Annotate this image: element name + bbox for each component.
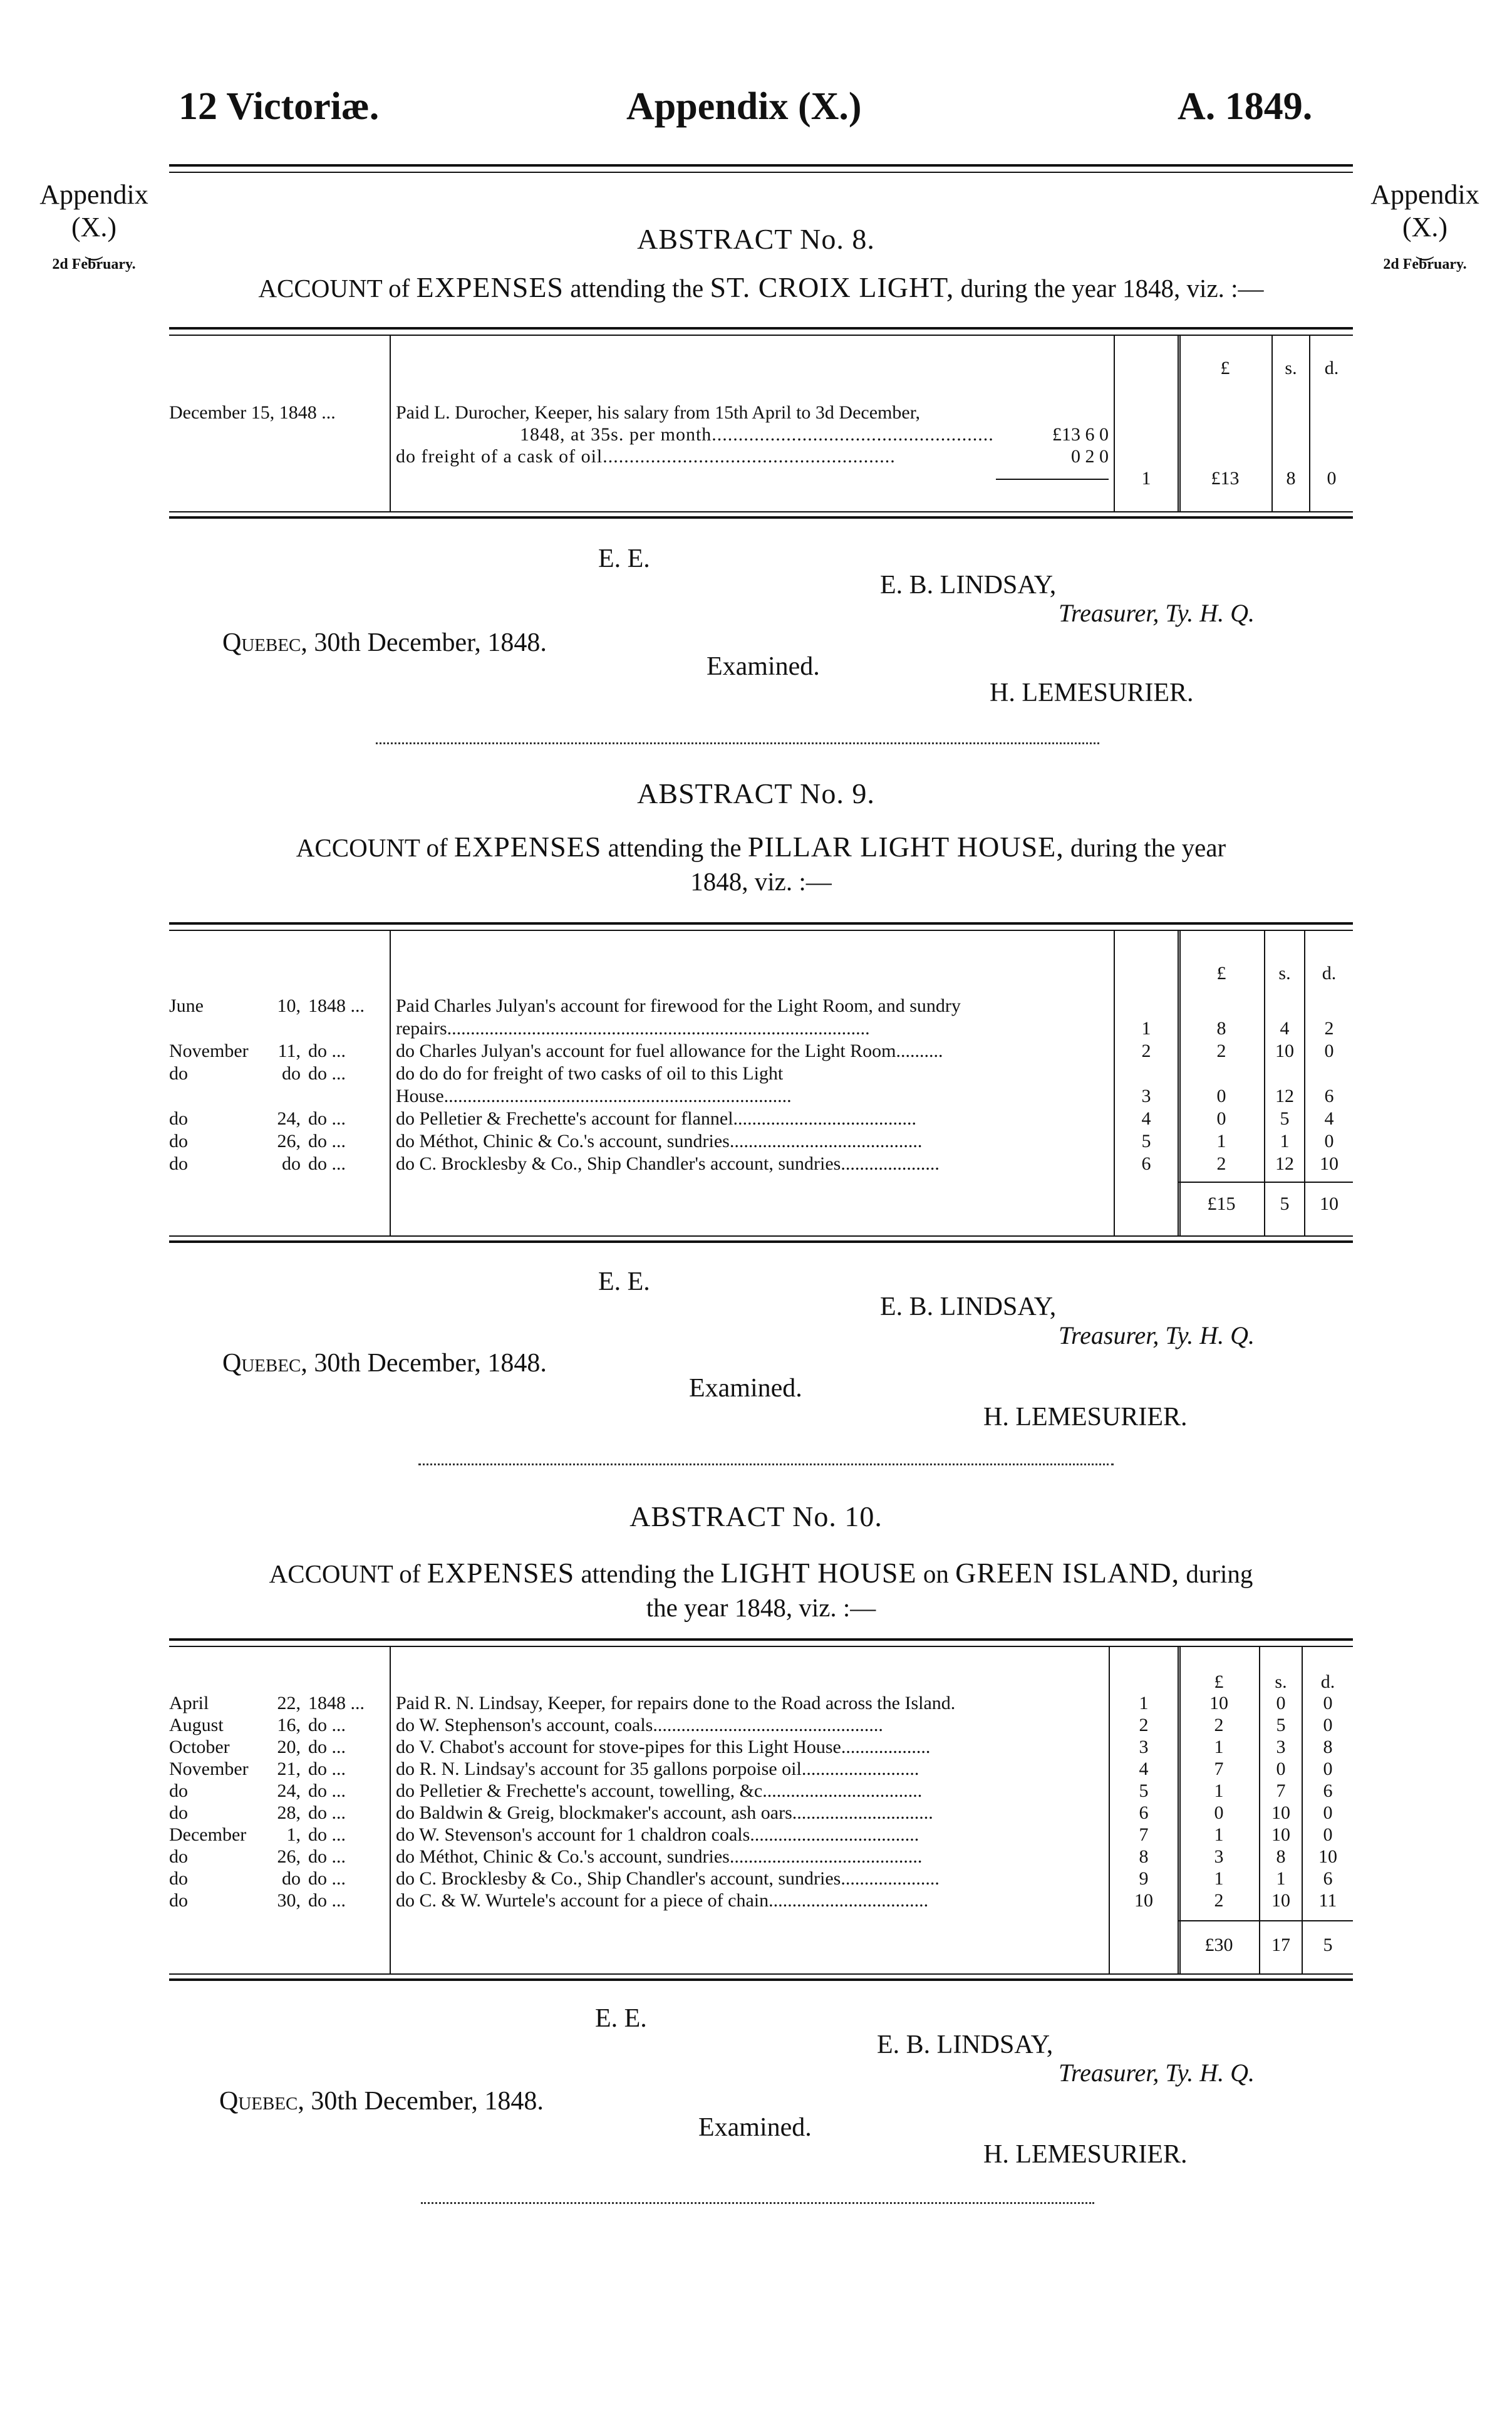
entry-day: 10, (277, 995, 301, 1016)
entry-number: 10 (1134, 1890, 1153, 1911)
side-note-right-sub: (X.) (1402, 212, 1448, 242)
entry-text: do Charles Julyan's account for fuel allowance for the Light Room.......... (396, 1041, 943, 1061)
account-text: EXPENSES (416, 271, 564, 303)
entry-shillings: 1 (1276, 1868, 1286, 1889)
abstract-9-title: ABSTRACT No. 9. (637, 777, 875, 809)
entry-pence: 10 (1318, 1846, 1337, 1867)
entry-month: do (169, 1063, 188, 1084)
entry-number: 5 (1141, 1131, 1151, 1151)
treasurer-title: Treasurer, Ty. H. Q. (1059, 599, 1255, 627)
account-text: ACCOUNT of (296, 833, 448, 862)
table-top-rule (169, 922, 1353, 931)
header-right: A. 1849. (1178, 85, 1313, 128)
entry-year: do ... (308, 1890, 346, 1911)
header-left: 12 Victoriæ. (179, 85, 380, 128)
signature-ee: E. E. (598, 1267, 650, 1296)
col-pounds-header: £ (1214, 1671, 1224, 1692)
entry-number: 8 (1139, 1846, 1149, 1867)
entry-pounds: 7 (1214, 1759, 1224, 1779)
entry-text: Paid Charles Julyan's account for firewood for the Light Room, and sundry (396, 995, 961, 1016)
total-shillings: 17 (1271, 1935, 1290, 1955)
entry-pence: 2 (1324, 1018, 1334, 1039)
entry-pounds: 0 (1216, 1108, 1226, 1129)
entry-day: 22, (277, 1693, 301, 1713)
entry-pence: 0 (1324, 1131, 1334, 1151)
entry-year: do ... (308, 1759, 346, 1779)
entry-day: do (282, 1063, 301, 1084)
abstract-8-account (169, 271, 1353, 305)
entry-number: 9 (1139, 1868, 1149, 1889)
table-row (169, 1889, 1353, 1912)
entry-number: 4 (1139, 1759, 1149, 1779)
examined-label: Examined. (707, 652, 820, 681)
entry-text: House.......................................................................... (396, 1086, 792, 1106)
entry-text: do freight of a cask of oil....................................................... (396, 446, 896, 467)
abstract-8-table (169, 336, 1353, 511)
table-row (169, 1780, 1353, 1802)
entry-number: 6 (1141, 1153, 1151, 1174)
entry-month: November (169, 1759, 249, 1779)
entry-shillings: 7 (1276, 1780, 1286, 1801)
signature-place: Quebec, (219, 2087, 304, 2116)
entry-amount: 0 2 0 (1071, 446, 1109, 467)
entry-month: June (169, 995, 204, 1016)
table-row (169, 1714, 1353, 1737)
entry-number: 3 (1139, 1737, 1149, 1757)
examined-label: Examined. (689, 1374, 802, 1403)
entry-pounds: 2 (1214, 1715, 1224, 1735)
entry-text: do C. Brocklesby & Co., Ship Chandler's account, sundries..................... (396, 1868, 940, 1889)
entry-pounds: 1 (1214, 1737, 1224, 1757)
signature-treasurer: E. B. LINDSAY, (880, 571, 1057, 600)
header-center: Appendix (X.) (626, 85, 862, 128)
entry-year: do ... (308, 1041, 346, 1061)
abstract-10-table (169, 1647, 1353, 1974)
entry-text: do Baldwin & Greig, blockmaker's account, ash oars.............................. (396, 1802, 933, 1823)
entry-month: November (169, 1041, 249, 1061)
entry-number: 2 (1141, 1041, 1151, 1061)
table-top-rule (169, 327, 1353, 336)
entry-text: do W. Stephenson's account, coals................................................. (396, 1715, 883, 1735)
account-text: LIGHT HOUSE (720, 1557, 917, 1589)
total-pence: 5 (1323, 1935, 1333, 1955)
entry-number: 1 (1141, 1018, 1151, 1039)
entry-day: 20, (277, 1737, 301, 1757)
entry-month: do (169, 1153, 188, 1174)
entry-year: do ... (308, 1780, 346, 1801)
entry-year: do ... (308, 1108, 346, 1129)
entry-month: October (169, 1737, 230, 1757)
entry-shillings: 0 (1276, 1759, 1286, 1779)
entry-month: do (169, 1780, 188, 1801)
entry-month: do (169, 1108, 188, 1129)
entry-day: 1, (286, 1824, 301, 1845)
entry-pence: 6 (1323, 1868, 1333, 1889)
total-pounds: £15 (1207, 1193, 1236, 1214)
entry-text: do R. N. Lindsay's account for 35 gallons porpoise oil......................... (396, 1759, 919, 1779)
entry-text: Paid R. N. Lindsay, Keeper, for repairs done to the Road across the Island. (396, 1693, 956, 1713)
col-shillings-header: s. (1285, 358, 1297, 378)
entry-day: 16, (277, 1715, 301, 1735)
entry-shillings: 1 (1280, 1131, 1290, 1151)
entry-number: 7 (1139, 1824, 1149, 1845)
entry-shillings: 10 (1271, 1824, 1290, 1845)
total-pence: 10 (1320, 1193, 1339, 1214)
entry-text: do C. Brocklesby & Co., Ship Chandler's account, sundries..................... (396, 1153, 940, 1174)
entry-text: do W. Stevenson's account for 1 chaldron coals.................................... (396, 1824, 919, 1845)
entry-day: 28, (277, 1802, 301, 1823)
table-row (169, 1868, 1353, 1890)
account-text: attending the (581, 1559, 715, 1588)
col-shillings-header: s. (1275, 1671, 1287, 1692)
account-text: during the year 1848, viz. :— (960, 274, 1264, 303)
entry-day: do (282, 1868, 301, 1889)
account-text: attending the (570, 274, 704, 303)
table-row (169, 1846, 1353, 1868)
entry-pounds: 1 (1216, 1131, 1226, 1151)
account-text: on (923, 1559, 949, 1588)
table-row (169, 1802, 1353, 1824)
entry-day: 24, (277, 1108, 301, 1129)
total-shillings: 8 (1286, 468, 1296, 489)
account-text: ACCOUNT of (258, 274, 410, 303)
entry-pence: 4 (1324, 1108, 1334, 1129)
entry-year: do ... (308, 1737, 346, 1757)
entry-month: do (169, 1131, 188, 1151)
entry-year: do ... (308, 1824, 346, 1845)
entry-pence: 6 (1324, 1086, 1334, 1106)
abstract-10-account (169, 1556, 1353, 1624)
signature-treasurer: E. B. LINDSAY, (880, 1292, 1057, 1321)
entry-shillings: 10 (1271, 1802, 1290, 1823)
table-row (169, 1108, 1353, 1130)
table-row (169, 1017, 1353, 1040)
table-row (169, 1040, 1353, 1063)
entry-shillings: 10 (1275, 1041, 1294, 1061)
entry-pence: 0 (1323, 1759, 1333, 1779)
signature-date: 30th December, 1848. (314, 1349, 547, 1378)
brace-icon: ⏝ (85, 239, 103, 259)
table-row (169, 1153, 1353, 1175)
entry-pence: 0 (1323, 1802, 1333, 1823)
table-row (169, 1085, 1353, 1108)
total-pence: 0 (1327, 468, 1337, 489)
side-note-left-title: Appendix (39, 179, 148, 210)
entry-pence: 6 (1323, 1780, 1333, 1801)
entry-text: do do do for freight of two casks of oil to this Light (396, 1063, 784, 1084)
entry-number: 4 (1141, 1108, 1151, 1129)
entry-shillings: 10 (1271, 1890, 1290, 1911)
entry-day: 30, (277, 1890, 301, 1911)
entry-text: 1848, at 35s. per month..................................................... (520, 424, 994, 445)
entry-year: do ... (308, 1131, 346, 1151)
entry-year: do ... (308, 1153, 346, 1174)
entry-text: do V. Chabot's account for stove-pipes for this Light House................... (396, 1737, 931, 1757)
entry-shillings: 4 (1280, 1018, 1290, 1039)
col-pounds-header: £ (1220, 358, 1230, 378)
account-text: EXPENSES (427, 1557, 575, 1589)
entry-day: 21, (277, 1759, 301, 1779)
account-text: EXPENSES (453, 831, 602, 863)
table-top-rule (169, 1638, 1353, 1647)
table-row (169, 1130, 1353, 1153)
account-text: GREEN ISLAND, (955, 1557, 1180, 1589)
entry-month: do (169, 1890, 188, 1911)
table-row (169, 1736, 1353, 1759)
section-divider (376, 742, 1099, 749)
col-pence-header: d. (1320, 1671, 1335, 1692)
entry-day: 11, (277, 1041, 301, 1061)
entry-date: December 15, 1848 ... (169, 402, 336, 423)
total-shillings: 5 (1280, 1193, 1290, 1214)
entry-pounds: 0 (1216, 1086, 1226, 1106)
entry-month: do (169, 1846, 188, 1867)
col-pounds-header: £ (1216, 963, 1226, 984)
entry-year: do ... (308, 1063, 346, 1084)
entry-number: 2 (1139, 1715, 1149, 1735)
entry-text: do C. & W. Wurtele's account for a piece of chain.................................. (396, 1890, 929, 1911)
entry-shillings: 3 (1276, 1737, 1286, 1757)
signature-date: 30th December, 1848. (314, 628, 547, 657)
entry-text: Paid L. Durocher, Keeper, his salary from 15th April to 3d December, (396, 402, 920, 423)
account-text: during the year (1070, 833, 1226, 862)
table-bottom-rule (169, 511, 1353, 519)
table-row (169, 1824, 1353, 1846)
entry-month: August (169, 1715, 224, 1735)
section-divider (418, 1463, 1114, 1470)
treasurer-title: Treasurer, Ty. H. Q. (1059, 2059, 1255, 2087)
entry-pence: 0 (1323, 1824, 1333, 1845)
col-shillings-header: s. (1278, 963, 1291, 984)
entry-number: 3 (1141, 1086, 1151, 1106)
table-row (169, 995, 1353, 1017)
signature-examiner: H. LEMESURIER. (983, 1403, 1188, 1432)
entry-shillings: 0 (1276, 1693, 1286, 1713)
entry-number: 5 (1139, 1780, 1149, 1801)
examined-label: Examined. (698, 2113, 812, 2142)
entry-pounds: 1 (1214, 1824, 1224, 1845)
signature-ee: E. E. (595, 2004, 647, 2033)
signature-date: 30th December, 1848. (311, 2087, 544, 2116)
entry-day: 26, (277, 1846, 301, 1867)
entry-number: 1 (1139, 1693, 1149, 1713)
entry-year: do ... (308, 1715, 346, 1735)
side-note-left-date: 2d February. (52, 256, 136, 273)
entry-pounds: 1 (1214, 1868, 1224, 1889)
entry-pounds: 2 (1214, 1890, 1224, 1911)
side-note-right-date: 2d February. (1383, 256, 1467, 273)
brace-icon: ⏝ (1416, 239, 1434, 259)
entry-pence: 10 (1320, 1153, 1339, 1174)
entry-month: December (169, 1824, 247, 1845)
header-rule (169, 164, 1353, 173)
signature-treasurer: E. B. LINDSAY, (877, 2030, 1054, 2059)
entry-day: do (282, 1153, 301, 1174)
table-bottom-rule (169, 1235, 1353, 1243)
table-row (169, 1758, 1353, 1780)
account-text: ST. CROIX LIGHT, (710, 271, 955, 303)
entry-pounds: 3 (1214, 1846, 1224, 1867)
entry-pence: 0 (1323, 1693, 1333, 1713)
entry-pence: 0 (1323, 1715, 1333, 1735)
entry-pounds: 2 (1216, 1153, 1226, 1174)
section-divider (421, 2202, 1094, 2209)
entry-day: 26, (277, 1131, 301, 1151)
col-pence-header: d. (1324, 358, 1339, 378)
col-pence-header: d. (1322, 963, 1337, 984)
entry-number: 1 (1141, 468, 1151, 489)
account-text: 1848, viz. :— (690, 867, 832, 896)
entry-number: 6 (1139, 1802, 1149, 1823)
signature-ee: E. E. (598, 544, 650, 573)
signature-examiner: H. LEMESURIER. (983, 2140, 1188, 2169)
entry-shillings: 5 (1276, 1715, 1286, 1735)
abstract-10-title: ABSTRACT No. 10. (629, 1500, 883, 1532)
abstract-8-title: ABSTRACT No. 8. (637, 223, 875, 255)
entry-shillings: 12 (1275, 1086, 1294, 1106)
total-pounds: £13 (1211, 468, 1240, 489)
total-pounds: £30 (1204, 1935, 1233, 1955)
table-bottom-rule (169, 1973, 1353, 1981)
entry-pounds: 0 (1214, 1802, 1224, 1823)
entry-text: do Pelletier & Frechette's account, towelling, &c.................................. (396, 1780, 923, 1801)
entry-day: 24, (277, 1780, 301, 1801)
entry-month: April (169, 1693, 209, 1713)
entry-pence: 0 (1324, 1041, 1334, 1061)
entry-pounds: 2 (1216, 1041, 1226, 1061)
side-note-right-title: Appendix (1370, 179, 1479, 210)
entry-pounds: 8 (1216, 1018, 1226, 1039)
entry-month: do (169, 1868, 188, 1889)
entry-text: do Pelletier & Frechette's account for flannel....................................... (396, 1108, 917, 1129)
signature-place: Quebec, (222, 1349, 308, 1378)
entry-year: do ... (308, 1868, 346, 1889)
abstract-9-account (169, 830, 1353, 898)
side-note-left-sub: (X.) (71, 212, 117, 242)
entry-shillings: 12 (1275, 1153, 1294, 1174)
entry-pence: 11 (1318, 1890, 1337, 1911)
table-row (169, 1063, 1353, 1085)
entry-text: do Méthot, Chinic & Co.'s account, sundries......................................... (396, 1131, 923, 1151)
account-text: PILLAR LIGHT HOUSE, (747, 831, 1064, 863)
account-text: the year 1848, viz. :— (646, 1593, 876, 1622)
entry-year: 1848 ... (308, 1693, 365, 1713)
account-text: attending the (608, 833, 742, 862)
entry-year: do ... (308, 1802, 346, 1823)
entry-shillings: 8 (1276, 1846, 1286, 1867)
entry-year: do ... (308, 1846, 346, 1867)
account-text: during (1186, 1559, 1253, 1588)
signature-place: Quebec, (222, 628, 308, 657)
signature-examiner: H. LEMESURIER. (990, 678, 1194, 707)
entry-month: do (169, 1802, 188, 1823)
entry-pounds: 10 (1209, 1693, 1228, 1713)
entry-year: 1848 ... (308, 995, 365, 1016)
entry-pounds: 1 (1214, 1780, 1224, 1801)
entry-text: do Méthot, Chinic & Co.'s account, sundries......................................... (396, 1846, 923, 1867)
entry-text: repairs.......................................................................................... (396, 1018, 870, 1039)
entry-shillings: 5 (1280, 1108, 1290, 1129)
account-text: ACCOUNT of (269, 1559, 421, 1588)
treasurer-title: Treasurer, Ty. H. Q. (1059, 1321, 1255, 1349)
entry-amount: £13 6 0 (1052, 424, 1109, 445)
entry-pence: 8 (1323, 1737, 1333, 1757)
abstract-9-table (169, 931, 1353, 1237)
table-row (169, 1692, 1353, 1715)
